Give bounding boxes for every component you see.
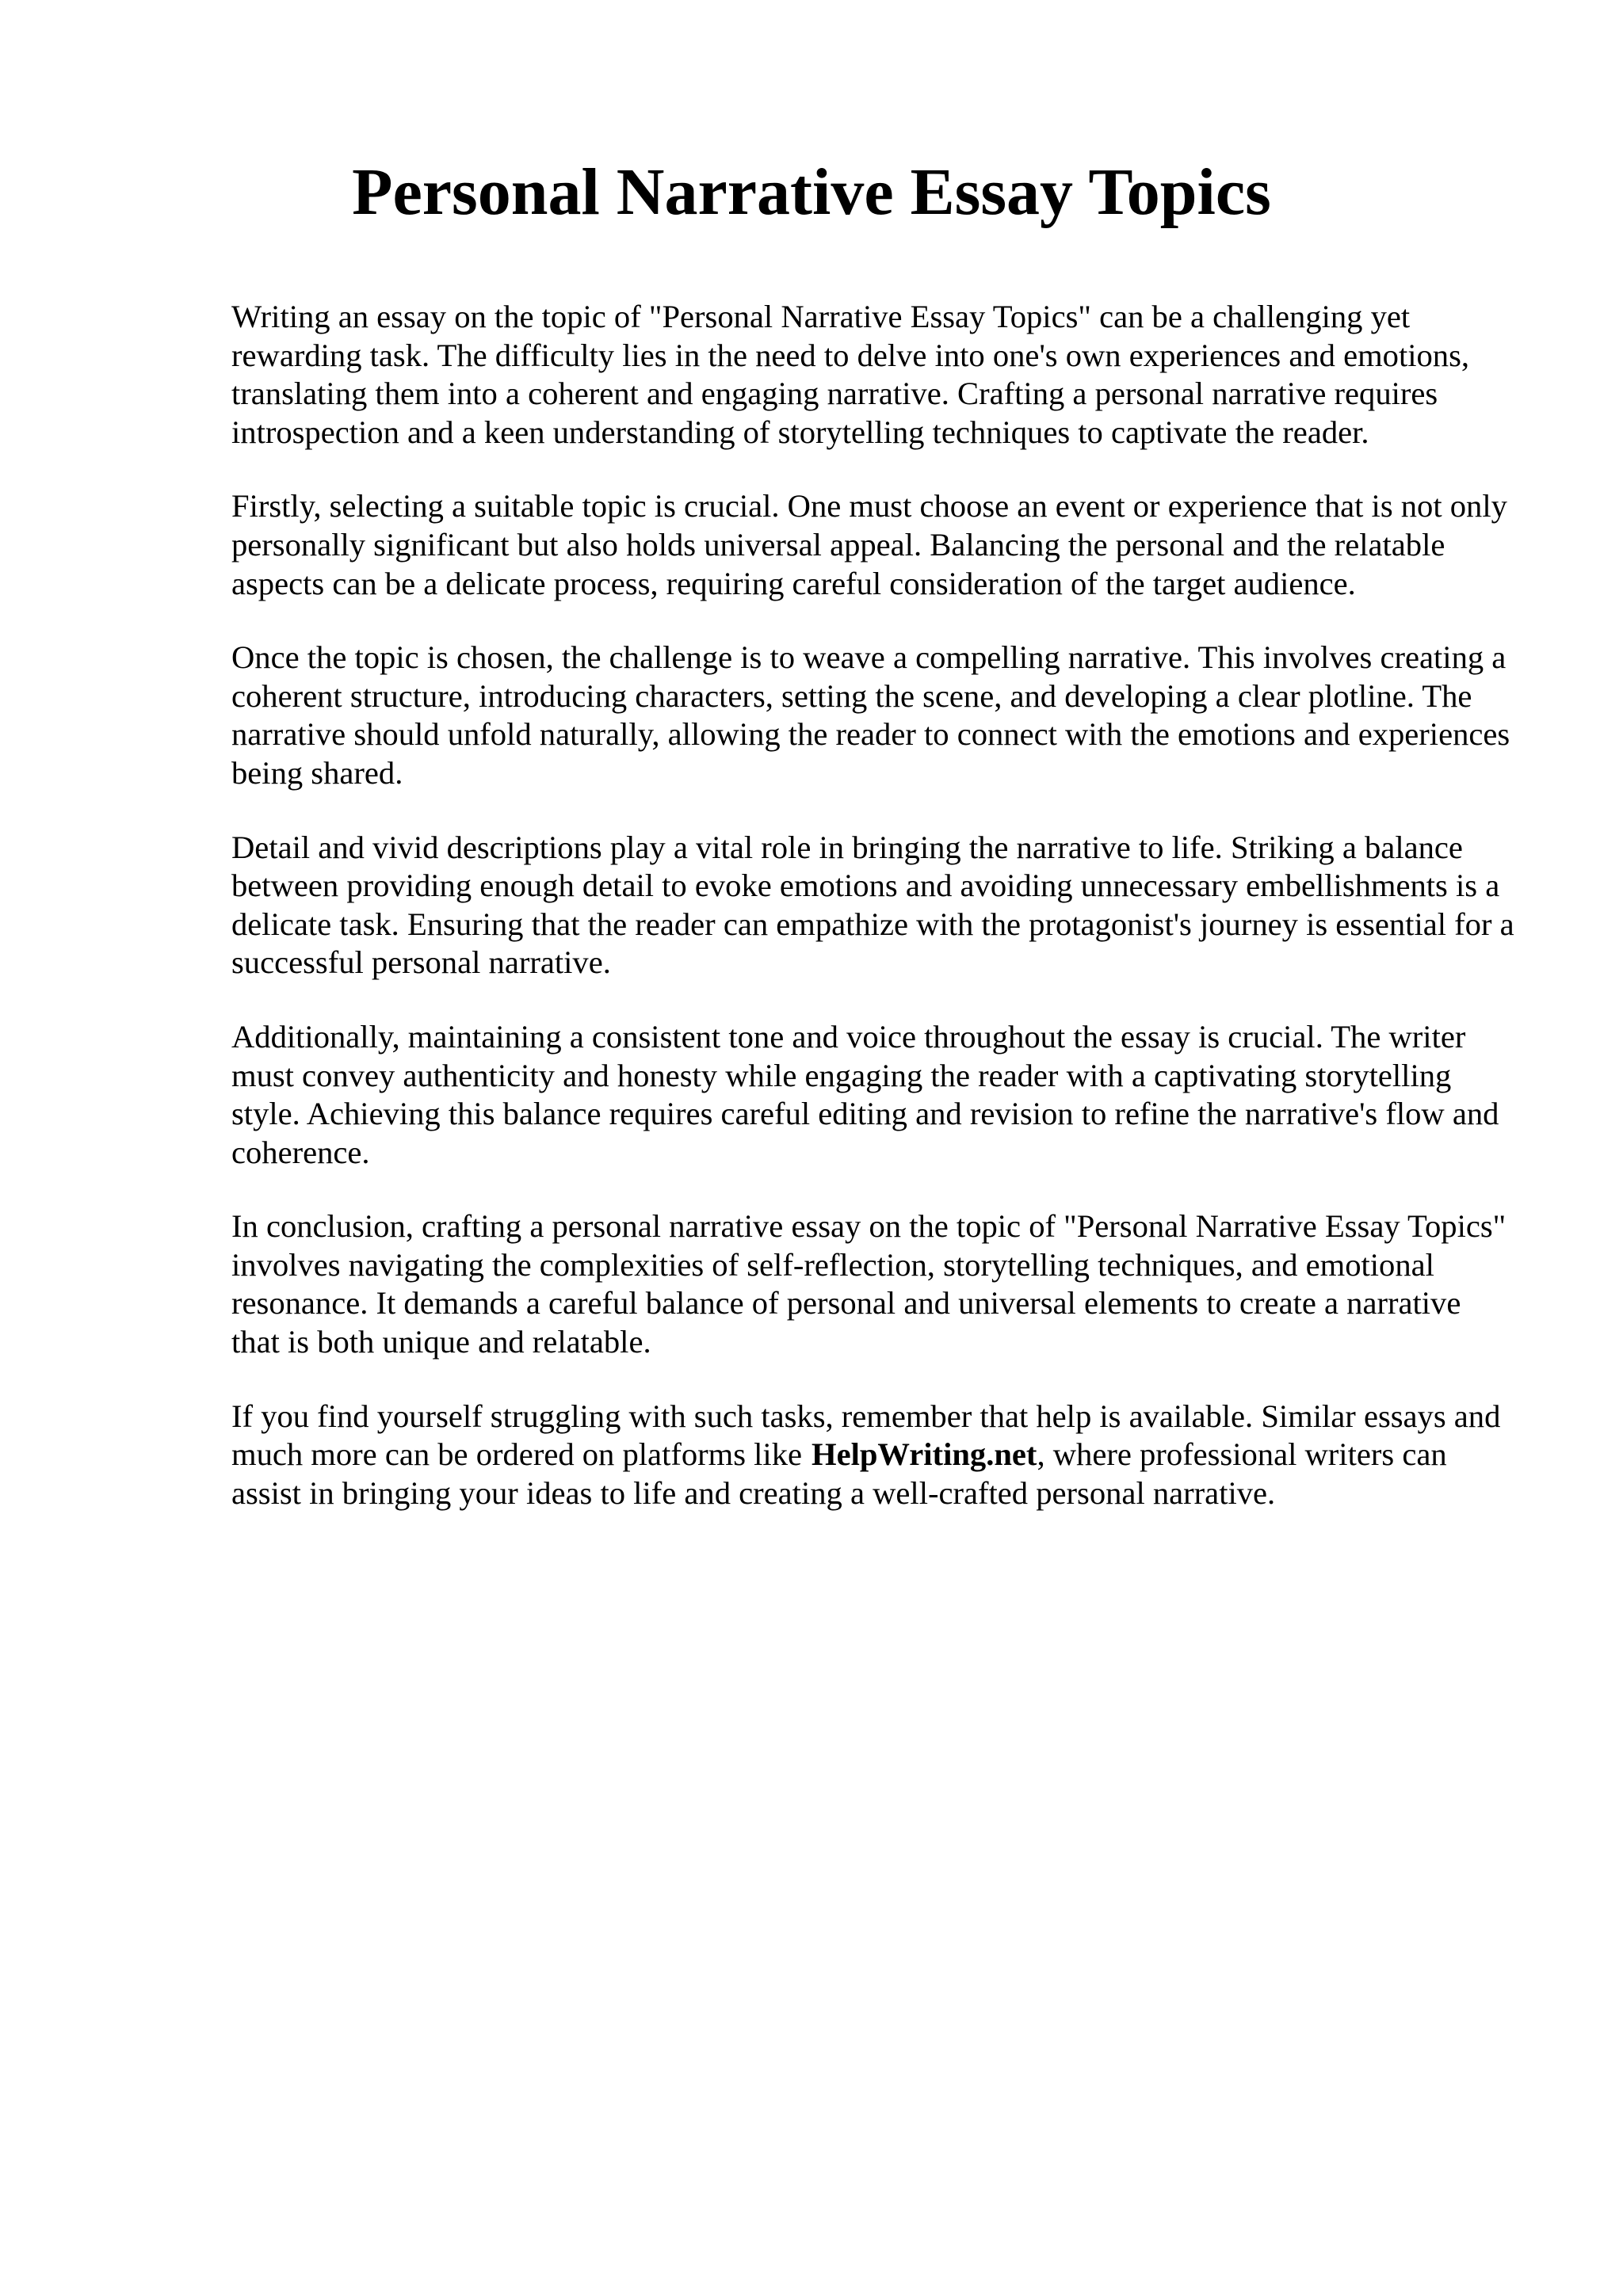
brand-link[interactable]: HelpWriting.net xyxy=(812,1436,1037,1473)
paragraph-closing xyxy=(231,1398,1515,1513)
page-title: Personal Narrative Essay Topics xyxy=(352,155,1271,229)
paragraph-conclusion: In conclusion, crafting a personal narrative essay on the topic of "Personal Narrative Essay Topics" involves navigating the complexities of self-reflection, storytelling techniques, and emotional resonance. It demands a careful balance of personal and universal elements to create a narrative that is both unique and relatable. xyxy=(231,1208,1507,1360)
closing-text-before: If you find yourself struggling with such tasks, remember that help is available. Similar essays and much more can be ordered on platforms like xyxy=(231,1398,1501,1473)
paragraph-tone-voice: Additionally, maintaining a consistent tone and voice throughout the essay is crucial. The writer must convey authenticity and honesty while engaging the reader with a captivating storytelling style. Achieving this balance requires careful editing and revision to refine the narrative's flow and coherence. xyxy=(231,1018,1499,1170)
paragraph-detail: Detail and vivid descriptions play a vital role in bringing the narrative to life. Striking a balance between providing enough detail to evoke emotions and avoiding unnecessary embellishments is a delicate task. Ensuring that the reader can empathize with the protagonist's journey is essential for a successful personal narrative. xyxy=(231,829,1514,981)
closing-text-after: , where professional writers can assist in bringing your ideas to life and creating a well-crafted personal narrative. xyxy=(231,1436,1447,1511)
essay-body xyxy=(231,298,1515,1548)
paragraph-intro: Writing an essay on the topic of "Personal Narrative Essay Topics" can be a challenging yet rewarding task. The difficulty lies in the need to delve into one's own experiences and emotions, translating them into a coherent and engaging narrative. Crafting a personal narrative requires introspection and a keen understanding of storytelling techniques to captivate the reader. xyxy=(231,299,1470,450)
paragraph-narrative-structure: Once the topic is chosen, the challenge is to weave a compelling narrative. This involves creating a coherent structure, introducing characters, setting the scene, and developing a clear plotline. The narrative should unfold naturally, allowing the reader to connect with the emotions and experiences being shared. xyxy=(231,639,1510,791)
paragraph-topic-selection: Firstly, selecting a suitable topic is crucial. One must choose an event or experience that is not only personally significant but also holds universal appeal. Balancing the personal and the relatable aspects can be a delicate process, requiring careful consideration of the target audience. xyxy=(231,488,1507,601)
